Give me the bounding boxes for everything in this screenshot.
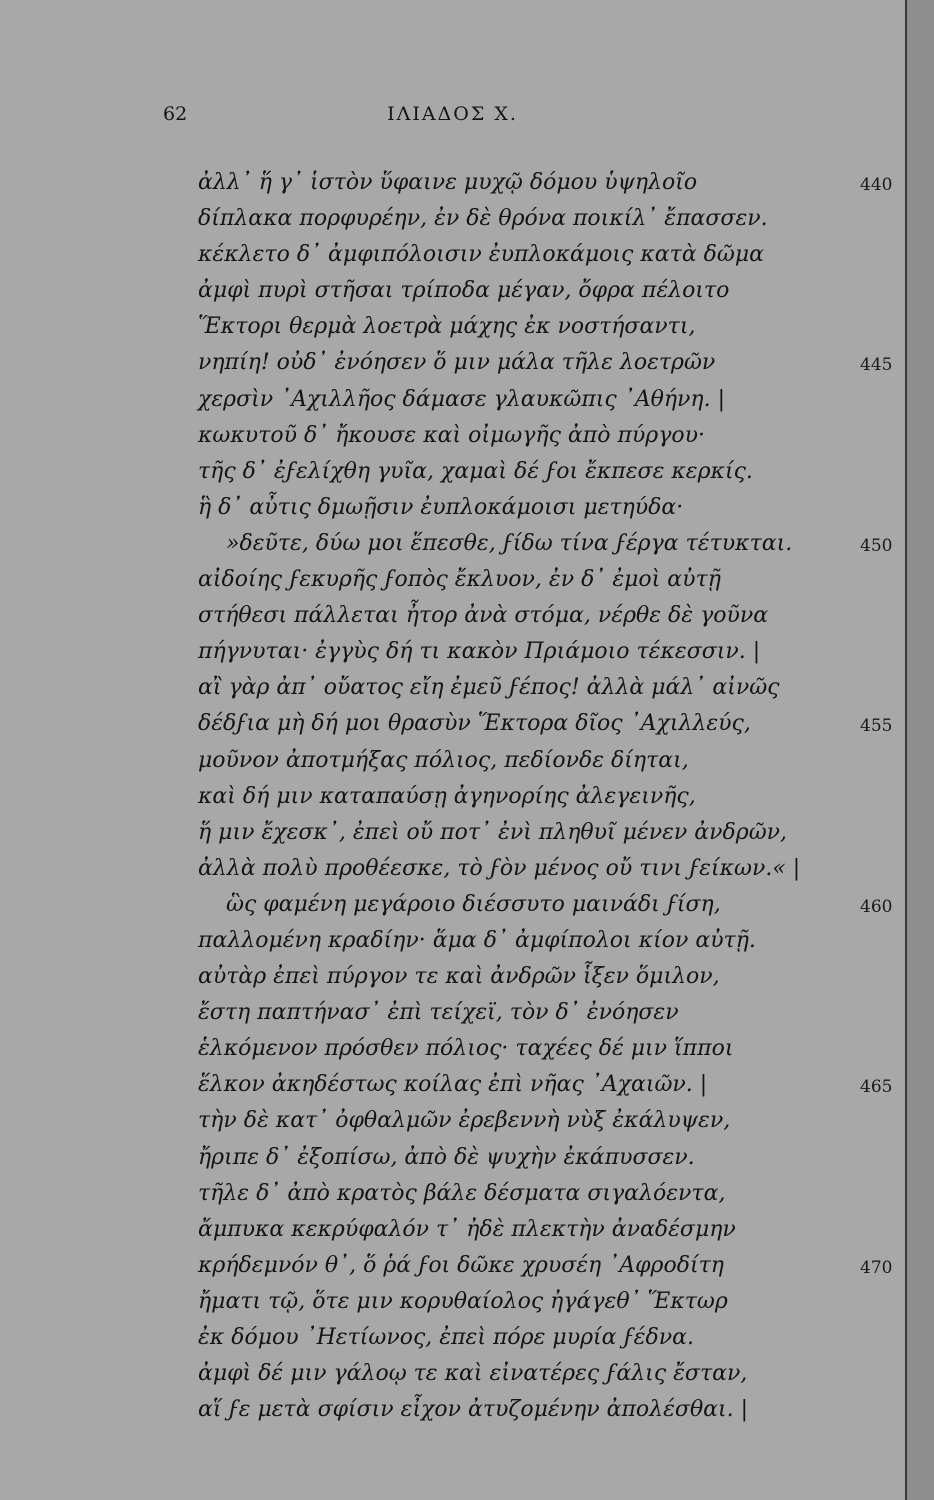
verse-line — [198, 562, 828, 598]
verse-text: αἲ γὰρ ἀπ᾽ οὔατος εἴη ἐμεῦ ϝέπος! ἀλλὰ μάλ᾽ αἰνῶς — [198, 675, 780, 701]
verse-text: χερσὶν ᾿Αχιλλῆος δάμασε γλαυκῶπις ᾿Αθήνη. | — [198, 386, 725, 412]
line-number: 465 — [860, 1077, 893, 1098]
line-number: 455 — [860, 716, 893, 737]
verse-line — [198, 1176, 828, 1212]
verse-line — [198, 1140, 828, 1176]
verse-line — [198, 1392, 828, 1428]
page-number: 62 — [163, 103, 188, 125]
verse-line — [198, 743, 828, 779]
verse-line — [198, 887, 893, 923]
line-number: 445 — [860, 355, 893, 376]
verse-text: ἑλκόμενον πρόσθεν πόλιος· ταχέες δέ μιν ἵπποι — [198, 1036, 734, 1062]
verse-line — [198, 1248, 893, 1284]
verse-line — [198, 706, 893, 742]
verse-text: ἀλλ᾽ ἥ γ᾽ ἱστὸν ὕφαινε μυχῷ δόμου ὑψηλοῖο — [198, 170, 698, 195]
verse-text: δίπλακα πορφυρέην, ἐν δὲ θρόνα ποικίλ᾽ ἔπασσεν. — [198, 206, 768, 232]
verse-line — [198, 923, 828, 959]
verse-text: στήθεσι πάλλεται ἦτορ ἀνὰ στόμα, νέρθε δὲ γοῦνα — [198, 603, 769, 629]
line-number: 460 — [860, 896, 893, 917]
line-number: 440 — [860, 175, 893, 195]
verse-line — [198, 995, 828, 1031]
verse-text: Ἕκτορι θερμὰ λοετρὰ μάχης ἐκ νοστήσαντι, — [198, 314, 696, 340]
verse-text: κέκλετο δ᾽ ἀμφιπόλοισιν ἐυπλοκάμοις κατὰ δῶμα — [198, 242, 765, 268]
verse-line — [198, 1067, 893, 1103]
verse-text: ἥ μιν ἔχεσκ᾽, ἐπεὶ οὔ ποτ᾽ ἐνὶ πληθυῖ μένεν ἀνδρῶν, — [198, 819, 787, 845]
verse-line — [198, 959, 828, 995]
running-title: ΙΛΙΑΔΟΣ Χ. — [387, 103, 518, 125]
verse-line — [198, 309, 828, 345]
verse-text: τὴν δὲ κατ᾽ ὀφθαλμῶν ἐρεβεννὴ νὺξ ἐκάλυψεν, — [198, 1108, 731, 1134]
verse-line — [198, 345, 893, 381]
verse-line — [198, 779, 828, 815]
verse-text: παλλομένη κραδίην· ἅμα δ᾽ ἀμφίπολοι κίον αὐτῇ. — [198, 927, 756, 953]
verse-line — [198, 526, 893, 562]
verse-text: ὣς φαμένη μεγάροιο διέσσυτο μαινάδι ϝίση, — [226, 891, 721, 917]
verse-line — [198, 382, 828, 418]
verse-text: νηπίη! οὐδ᾽ ἐνόησεν ὅ μιν μάλα τῆλε λοετρῶν — [198, 350, 716, 376]
verse-line — [198, 815, 828, 851]
verse-line — [198, 670, 828, 706]
verse-text: μοῦνον ἀποτμήξας πόλιος, πεδίονδε δίηται, — [198, 747, 689, 773]
verse-text: αὐτὰρ ἐπεὶ πύργον τε καὶ ἀνδρῶν ἷξεν ὅμιλον, — [198, 964, 720, 990]
book-spine-edge — [905, 0, 934, 1500]
verse-text: ἐκ δόμου ᾿Ηετίωνος, ἐπεὶ πόρε μυρία ϝέδνα. — [198, 1325, 694, 1350]
verse-text: ἄμπυκα κεκρύφαλόν τ᾽ ἠδὲ πλεκτὴν ἀναδέσμην — [198, 1216, 736, 1242]
verse-text: ἣ δ᾽ αὖτις δμωῇσιν ἐυπλοκάμοισι μετηύδα· — [198, 494, 684, 520]
page-header — [0, 103, 905, 133]
verse-text: κωκυτοῦ δ᾽ ἤκουσε καὶ οἰμωγῆς ἀπὸ πύργου· — [198, 422, 705, 448]
verse-text: κρήδεμνόν θ᾽, ὅ ῥά ϝοι δῶκε χρυσέη ᾿Αφροδίτη — [198, 1252, 724, 1278]
poem-text — [198, 165, 893, 1428]
verse-line — [198, 273, 828, 309]
line-number: 450 — [860, 535, 893, 556]
verse-line — [198, 454, 828, 490]
verse-text: ἤματι τῷ, ὅτε μιν κορυθαίολος ἠγάγεθ᾽ Ἕκτωρ — [198, 1288, 728, 1314]
verse-line — [198, 1212, 828, 1248]
verse-line — [198, 634, 828, 670]
verse-text: ἔστη παπτήνασ᾽ ἐπὶ τείχεϊ, τὸν δ᾽ ἐνόησεν — [198, 1000, 679, 1026]
verse-text: πήγνυται· ἐγγὺς δή τι κακὸν Πριάμοιο τέκεσσιν. | — [198, 639, 761, 665]
verse-text: ἤριπε δ᾽ ἐξοπίσω, ἀπὸ δὲ ψυχὴν ἐκάπυσσεν. — [198, 1144, 695, 1170]
verse-text: καὶ δή μιν καταπαύσῃ ἀγηνορίης ἀλεγεινῆς, — [198, 783, 696, 809]
verse-line — [198, 1320, 828, 1356]
verse-text: ἀμφὶ δέ μιν γάλοῳ τε καὶ εἰνατέρες ϝάλις ἔσταν, — [198, 1361, 748, 1387]
verse-text: ἕλκον ἀκηδέστως κοίλας ἐπὶ νῆας ᾿Αχαιῶν. | — [198, 1072, 708, 1098]
verse-line — [198, 490, 828, 526]
verse-line — [198, 165, 893, 201]
verse-text: ἀλλὰ πολὺ προθέεσκε, τὸ ϝὸν μένος οὔ τινι ϝείκων.« | — [198, 855, 801, 881]
verse-text: ἀμφὶ πυρὶ στῆσαι τρίποδα μέγαν, ὄφρα πέλοιτο — [198, 278, 730, 304]
verse-line — [198, 1031, 828, 1067]
verse-text: τῆς δ᾽ ἐϝελίχθη γυῖα, χαμαὶ δέ ϝοι ἔκπεσε κερκίς. — [198, 458, 753, 484]
verse-line — [198, 598, 828, 634]
verse-line — [198, 201, 828, 237]
line-number: 470 — [860, 1257, 893, 1278]
verse-line — [198, 237, 828, 273]
verse-line — [198, 418, 828, 454]
verse-line — [198, 1103, 828, 1139]
verse-text: δέδϝια μὴ δή μοι θρασὺν Ἕκτορα δῖος ᾿Αχιλλεύς, — [198, 711, 751, 737]
verse-text: αἰδοίης ϝεκυρῆς ϝοπὸς ἔκλυον, ἐν δ᾽ ἐμοὶ αὐτῇ — [198, 567, 721, 593]
verse-line — [198, 1284, 828, 1320]
verse-text: αἵ ϝε μετὰ σφίσιν εἶχον ἀτυζομένην ἀπολέσθαι. | — [198, 1397, 749, 1423]
verse-line — [198, 1356, 828, 1392]
verse-text: τῆλε δ᾽ ἀπὸ κρατὸς βάλε δέσματα σιγαλόεντα, — [198, 1180, 726, 1206]
verse-text: »δεῦτε, δύω μοι ἕπεσθε, ϝίδω τίνα ϝέργα τέτυκται. — [226, 530, 793, 556]
verse-line — [198, 851, 828, 887]
